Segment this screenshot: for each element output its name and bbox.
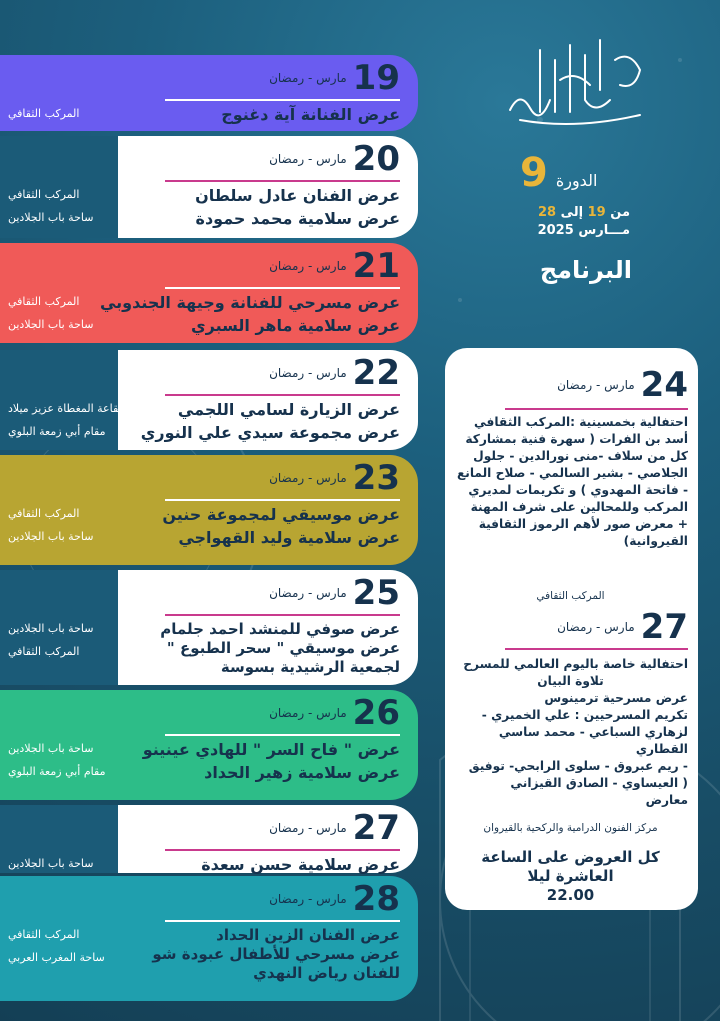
dates-month: مـــارس [578,223,630,238]
day-month: مارس - رمضان [269,586,347,600]
event-location: ساحة المغرب العربي [8,951,105,964]
card-header [269,573,400,613]
card-header [269,353,400,393]
event-title: عرض مجموعة سيدي علي النوري [140,423,400,442]
day-month: مارس - رمضان [269,71,347,85]
day-month: مارس - رمضان [269,366,347,380]
schedule-card-day-21 [0,243,418,343]
day-number: 19 [352,58,400,98]
event-title: عرض سلامية حسن سعدة [201,855,400,874]
day24-month: مارس - رمضان [557,378,635,392]
card-divider [165,734,400,736]
day27-divider [505,648,688,650]
card-divider [165,180,400,182]
event-title: عرض الفنان الزين الحداد [216,926,400,944]
edition-number: 9 [520,150,548,196]
event-title: عرض سلامية محمد حمودة [195,209,400,228]
card-header [269,879,400,919]
event-title: عرض " فاح السر " للهادي عينينو [142,740,400,759]
day-number: 21 [352,246,400,286]
day27-line: احتفالية خاصة باليوم العالمي للمسرح [463,657,688,671]
event-title: عرض سلامية زهير الحداد [204,763,400,782]
card-header [269,808,400,848]
day-number: 25 [352,573,400,613]
event-title: عرض مسرحي للأطفال عبودة شو [152,945,400,963]
event-location: القاعة المغطاة عزيز ميلاد [8,402,125,415]
day-number: 20 [352,139,400,179]
day24-line: المركب وللمحالين على شرف المهنة [470,500,688,514]
event-title: للفنان رياض النهدي [253,964,400,982]
day27-line: معارض [645,793,688,807]
event-location: مقام أبي زمعة البلوي [8,425,106,438]
day-month: مارس - رمضان [269,821,347,835]
day24-line: الجلاصي - بشير السالمي - صلاح المانع [456,466,688,480]
day-number: 27 [352,808,400,848]
card-header [269,246,400,286]
day27-line: لزهاري السباعي - محمد ساسي القطاري [498,725,688,756]
day27-line: تكريم المسرحيين : علي الخميري - [481,708,688,722]
card-divider [165,287,400,289]
day-number: 23 [352,458,400,498]
day-month: مارس - رمضان [269,706,347,720]
timing-note [453,848,688,905]
day-month: مارس - رمضان [269,892,347,906]
date-start: 19 [587,205,606,220]
event-title: عرض سلامية وليد القهواجي [178,528,400,547]
timing-note-line2: العاشرة ليلا [527,867,614,885]
event-location: المركب الثقافي [8,107,80,120]
dates-to-word: إلى [560,205,584,220]
schedule-card-day-25 [0,570,418,685]
day-number: 22 [352,353,400,393]
day27-number: 27 [640,607,688,647]
day27-month: مارس - رمضان [557,620,635,634]
festival-calligraphy-logo [500,30,650,130]
day24-header [557,365,688,405]
event-location: المركب الثقافي [8,645,80,658]
event-location: ساحة باب الجلادين [8,530,94,543]
event-location: المركب الثقافي [8,188,80,201]
day24-line: القيروانية) [623,534,688,548]
day24-divider [505,408,688,410]
event-location: المركب الثقافي [8,507,80,520]
day27-line: عرض مسرحية ترمينوس [544,691,688,705]
timing-note-line1: كل العروض على الساعة [481,848,660,866]
day27-line: ( العيساوي - الصادق القيزاني [510,776,688,790]
event-location: مقام أبي زمعة البلوي [8,765,106,778]
day24-description [453,414,688,550]
event-title: عرض الزيارة لسامي اللجمي [177,400,400,419]
card-divider [165,920,400,922]
card-divider [165,499,400,501]
event-title: عرض مسرحي للفنانة وجيهة الجندوبي [99,293,400,312]
day24-line: أسد بن الفرات ( سهرة فنية بمشاركة [465,432,688,446]
event-location: ساحة باب الجلادين [8,742,94,755]
event-location: ساحة باب الجلادين [8,857,94,870]
card-divider [165,849,400,851]
event-location: ساحة باب الجلادين [8,622,94,635]
card-divider [165,99,400,101]
dates-line-2 [522,222,630,240]
schedule-card-day-26 [0,690,418,800]
card-header [269,693,400,733]
event-location: ساحة باب الجلادين [8,318,94,331]
date-end: 28 [537,205,557,220]
event-title: عرض سلامية ماهر السبري [190,316,400,335]
event-location: المركب الثقافي [8,295,80,308]
day24-line: + معرض صور لأهم الرموز الثقافية [478,517,688,531]
day24-line: كل من سلاف -منى نورالدين - جلول [473,449,688,463]
day-month: مارس - رمضان [269,152,347,166]
festival-dates [522,204,630,240]
day27-description [453,656,688,809]
day-number: 26 [352,693,400,733]
event-title: عرض الفنانة آية دغنوج [221,105,400,124]
schedule-card-day-20 [0,136,418,238]
event-title: عرض موسيقي لمجموعة حنين [162,505,400,524]
card-header [269,458,400,498]
card-divider [165,614,400,616]
program-title: البرنامج [539,256,632,284]
dates-from-word: من [610,205,630,220]
event-title: لجمعية الرشيدية بسوسة [220,658,400,676]
event-location: المركب الثقافي [8,928,80,941]
edition-block [520,150,597,196]
schedule-card-day-28 [0,876,418,1001]
day24-line: - فاتحة المهدوي ) و تكريمات لمديري [468,483,688,497]
schedule-card-day-22 [0,350,418,450]
event-title: عرض موسيقي " سحر الطبوع " [166,639,400,657]
side-panel [445,348,698,910]
card-divider [165,394,400,396]
day-month: مارس - رمضان [269,259,347,273]
day27-line: تلاوة البيان [537,674,604,688]
dates-year: 2025 [537,223,574,238]
day-number: 28 [352,879,400,919]
event-title: عرض صوفي للمنشد احمد جلمام [160,620,400,638]
card-header [269,58,400,98]
schedule-card-day-19 [0,55,418,131]
schedule-card-day-27 [0,805,418,873]
day24-line: احتفالية بخمسينية :المركب الثقافي [474,415,688,429]
day27-header [557,607,688,647]
day27-line: - ريم عبروق - سلوى الرابحي- توفيق [468,759,688,773]
day24-location: المركب الثقافي [536,590,605,602]
timing-note-time: 22.00 [546,886,595,904]
day24-number: 24 [640,365,688,405]
day27-location: مركز الفنون الدرامية والركحية بالقيروان [483,822,658,834]
event-title: عرض الفنان عادل سلطان [195,186,400,205]
dates-line-1 [522,204,630,222]
event-location: ساحة باب الجلادين [8,211,94,224]
day-month: مارس - رمضان [269,471,347,485]
edition-label: الدورة [555,171,598,190]
schedule-card-day-23 [0,455,418,565]
card-header [269,139,400,179]
